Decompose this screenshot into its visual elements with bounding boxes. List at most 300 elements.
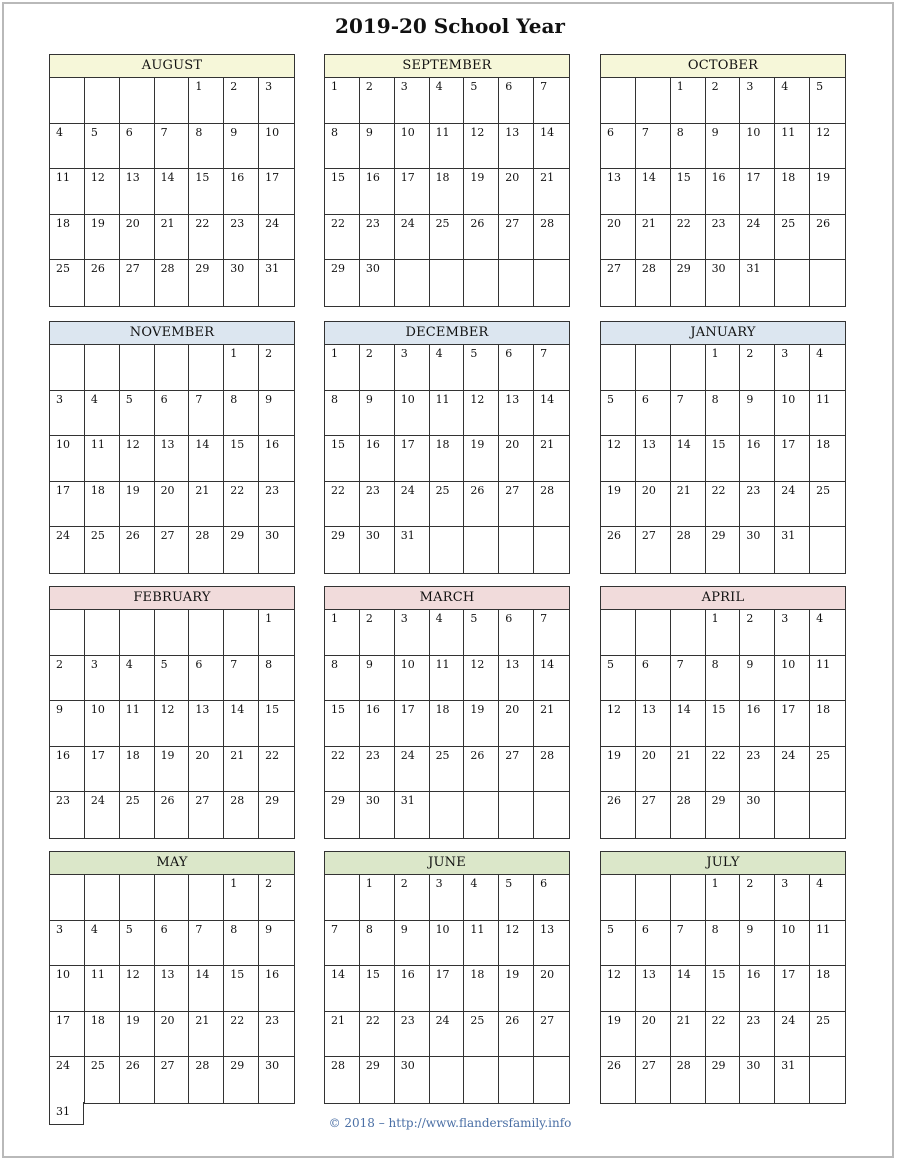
day-cell — [50, 260, 85, 306]
day-cell — [499, 1012, 534, 1058]
day-number: 10 — [400, 125, 415, 139]
day-grid — [601, 875, 845, 1103]
day-cell — [534, 391, 569, 437]
day-cell — [499, 701, 534, 747]
day-cell — [395, 260, 430, 306]
day-cell — [325, 482, 360, 528]
day-cell — [430, 78, 465, 124]
day-cell — [189, 921, 224, 967]
day-cell — [395, 78, 430, 124]
day-cell — [740, 78, 775, 124]
day-number: 26 — [607, 529, 621, 542]
day-number: 2 — [365, 612, 373, 625]
day-number: 8 — [365, 922, 373, 936]
day-cell — [259, 966, 294, 1012]
day-number: 22 — [676, 216, 691, 230]
day-cell — [120, 747, 155, 793]
day-cell — [601, 1057, 636, 1103]
day-number: 14 — [540, 125, 555, 139]
day-number: 24 — [746, 216, 761, 230]
day-cell — [50, 792, 85, 838]
day-number: 4 — [781, 80, 789, 93]
day-cell — [430, 921, 465, 967]
day-cell — [499, 875, 534, 921]
day-number: 16 — [265, 968, 280, 981]
day-cell — [636, 875, 671, 921]
day-number: 3 — [56, 392, 63, 406]
day-number: 22 — [331, 216, 345, 230]
day-number: 29 — [195, 262, 210, 275]
day-cell — [430, 966, 465, 1012]
day-cell — [325, 966, 360, 1012]
day-cell — [740, 875, 775, 921]
day-number: 23 — [230, 216, 245, 230]
day-grid — [325, 610, 569, 838]
day-number: 27 — [505, 748, 520, 762]
day-cell — [601, 966, 636, 1012]
day-grid — [325, 875, 569, 1103]
day-cell — [360, 921, 395, 967]
day-cell — [601, 792, 636, 838]
day-number: 1 — [711, 347, 719, 360]
day-cell — [706, 436, 741, 482]
day-cell — [706, 345, 741, 391]
day-number: 9 — [365, 392, 373, 406]
day-cell — [671, 656, 706, 702]
month-november — [49, 321, 295, 574]
day-number: 19 — [470, 438, 485, 451]
day-number: 9 — [265, 392, 273, 406]
day-cell — [775, 482, 810, 528]
day-cell — [534, 436, 569, 482]
day-number: 27 — [607, 262, 621, 275]
day-number: 8 — [331, 125, 338, 139]
month-header: AUGUST — [50, 55, 294, 78]
day-number: 13 — [125, 171, 140, 184]
day-cell — [325, 124, 360, 170]
day-number: 12 — [505, 922, 520, 936]
day-cell — [360, 1012, 395, 1058]
day-number: 27 — [540, 1013, 555, 1027]
day-cell — [430, 1057, 465, 1103]
day-cell — [155, 1012, 190, 1058]
day-number: 20 — [160, 1013, 175, 1027]
day-cell — [395, 436, 430, 482]
day-number: 15 — [711, 968, 726, 981]
day-number: 25 — [435, 216, 450, 230]
day-cell — [85, 124, 120, 170]
day-cell — [395, 701, 430, 747]
day-number: 13 — [195, 703, 210, 716]
day-cell — [259, 1012, 294, 1058]
day-number: 11 — [435, 125, 450, 139]
day-cell — [464, 875, 499, 921]
day-number: 16 — [56, 748, 70, 762]
day-cell — [430, 215, 465, 261]
day-cell — [810, 656, 845, 702]
day-number: 14 — [540, 657, 555, 671]
day-number: 29 — [711, 794, 726, 807]
day-cell — [120, 436, 155, 482]
day-cell — [464, 747, 499, 793]
day-number: 29 — [711, 1059, 726, 1072]
day-cell — [120, 78, 155, 124]
day-cell — [155, 701, 190, 747]
day-cell — [325, 747, 360, 793]
day-cell — [395, 747, 430, 793]
day-number: 11 — [435, 657, 450, 671]
day-cell — [189, 169, 224, 215]
day-number: 1 — [195, 80, 203, 93]
day-number: 1 — [365, 877, 373, 890]
day-cell — [430, 610, 465, 656]
day-cell — [740, 610, 775, 656]
day-cell — [464, 1057, 499, 1103]
month-header: MAY — [50, 852, 294, 875]
day-number: 31 — [781, 1059, 796, 1072]
day-number: 3 — [400, 80, 408, 93]
day-number: 11 — [90, 968, 105, 981]
day-cell — [224, 260, 259, 306]
day-number: 21 — [195, 1013, 210, 1027]
day-number: 27 — [641, 1059, 656, 1072]
day-cell — [775, 610, 810, 656]
day-number: 20 — [540, 968, 555, 981]
day-number: 29 — [331, 529, 345, 542]
day-cell — [395, 527, 430, 573]
day-number: 11 — [435, 392, 450, 406]
day-number: 18 — [435, 703, 450, 716]
day-cell — [120, 656, 155, 702]
day-cell — [534, 124, 569, 170]
day-number: 2 — [56, 657, 63, 671]
day-number: 15 — [331, 438, 345, 451]
day-number: 24 — [781, 748, 796, 762]
day-number: 1 — [230, 877, 238, 890]
day-number: 10 — [781, 392, 796, 406]
day-cell — [259, 875, 294, 921]
day-cell — [706, 610, 741, 656]
day-cell — [671, 792, 706, 838]
day-cell — [189, 345, 224, 391]
day-number: 28 — [195, 1059, 210, 1072]
day-number: 5 — [607, 657, 614, 671]
day-number: 17 — [781, 968, 796, 981]
day-cell — [671, 436, 706, 482]
day-cell — [775, 875, 810, 921]
day-number: 27 — [641, 529, 656, 542]
day-number: 23 — [746, 748, 761, 762]
day-cell — [120, 1057, 155, 1103]
day-number: 7 — [331, 922, 338, 936]
day-cell — [775, 1057, 810, 1103]
day-number: 23 — [56, 794, 70, 807]
day-cell — [120, 527, 155, 573]
day-number: 23 — [365, 483, 380, 497]
day-cell — [155, 391, 190, 437]
day-cell — [706, 966, 741, 1012]
day-cell — [775, 78, 810, 124]
day-number: 8 — [230, 392, 238, 406]
day-cell — [155, 169, 190, 215]
day-cell — [430, 656, 465, 702]
day-number: 9 — [365, 125, 373, 139]
day-number: 7 — [160, 125, 168, 139]
day-number: 22 — [195, 216, 210, 230]
month-header: NOVEMBER — [50, 322, 294, 345]
day-cell — [224, 610, 259, 656]
day-cell — [430, 701, 465, 747]
day-cell — [155, 260, 190, 306]
day-number: 28 — [676, 529, 691, 542]
day-cell — [499, 345, 534, 391]
day-cell — [671, 391, 706, 437]
day-cell — [155, 792, 190, 838]
day-cell — [810, 875, 845, 921]
day-cell — [360, 124, 395, 170]
day-number: 12 — [607, 968, 621, 981]
day-number: 25 — [816, 483, 831, 497]
day-number: 18 — [781, 171, 796, 184]
day-cell — [499, 260, 534, 306]
day-cell — [775, 260, 810, 306]
day-cell — [464, 391, 499, 437]
day-cell — [740, 792, 775, 838]
day-grid — [50, 875, 294, 1103]
day-cell — [189, 391, 224, 437]
day-number: 22 — [711, 748, 726, 762]
day-number: 12 — [125, 438, 140, 451]
footer-credit[interactable]: © 2018 – http://www.flandersfamily.info — [328, 1116, 572, 1130]
day-number: 17 — [435, 968, 450, 981]
day-cell — [464, 921, 499, 967]
day-cell — [395, 124, 430, 170]
day-number: 3 — [781, 612, 789, 625]
day-number: 5 — [90, 125, 98, 139]
day-grid — [601, 610, 845, 838]
day-cell — [155, 966, 190, 1012]
day-cell — [810, 169, 845, 215]
day-cell — [534, 345, 569, 391]
day-cell — [636, 701, 671, 747]
day-cell — [740, 391, 775, 437]
day-number: 20 — [641, 1013, 656, 1027]
day-cell — [189, 701, 224, 747]
day-number: 21 — [540, 703, 555, 716]
day-cell — [259, 260, 294, 306]
day-cell — [464, 1012, 499, 1058]
day-number: 26 — [607, 794, 621, 807]
day-number: 19 — [90, 216, 105, 230]
day-number: 4 — [816, 877, 824, 890]
day-number: 11 — [781, 125, 796, 139]
day-cell — [224, 124, 259, 170]
day-cell — [464, 610, 499, 656]
day-cell — [499, 391, 534, 437]
day-cell — [395, 875, 430, 921]
month-march — [324, 586, 570, 839]
day-cell — [325, 1057, 360, 1103]
day-number: 30 — [265, 1059, 280, 1072]
day-cell — [430, 345, 465, 391]
day-cell — [601, 482, 636, 528]
day-cell — [775, 701, 810, 747]
day-cell — [360, 345, 395, 391]
month-june — [324, 851, 570, 1104]
day-number: 21 — [540, 438, 555, 451]
day-number: 9 — [230, 125, 238, 139]
day-number: 4 — [435, 80, 443, 93]
day-number: 31 — [400, 794, 415, 807]
day-number: 29 — [230, 529, 245, 542]
day-cell — [601, 610, 636, 656]
day-cell — [601, 78, 636, 124]
day-number: 10 — [56, 438, 70, 451]
day-cell — [259, 921, 294, 967]
day-cell — [636, 124, 671, 170]
day-cell — [464, 701, 499, 747]
day-cell — [810, 527, 845, 573]
day-cell — [534, 792, 569, 838]
day-cell — [325, 701, 360, 747]
day-number: 10 — [56, 968, 70, 981]
day-cell — [601, 169, 636, 215]
day-number: 29 — [365, 1059, 380, 1072]
day-cell — [671, 124, 706, 170]
day-number: 7 — [540, 80, 548, 93]
day-cell — [155, 527, 190, 573]
day-number: 20 — [641, 483, 656, 497]
day-cell — [534, 1057, 569, 1103]
day-number: 6 — [641, 657, 649, 671]
day-number: 11 — [125, 703, 140, 716]
day-number: 28 — [540, 483, 555, 497]
day-number: 15 — [711, 703, 726, 716]
day-cell — [395, 345, 430, 391]
day-cell — [85, 215, 120, 261]
day-cell — [325, 1012, 360, 1058]
day-cell — [810, 701, 845, 747]
day-cell — [85, 701, 120, 747]
day-number: 28 — [641, 262, 656, 275]
day-number: 3 — [90, 657, 98, 671]
day-cell — [224, 1057, 259, 1103]
day-number: 5 — [607, 392, 614, 406]
day-cell — [224, 747, 259, 793]
day-cell — [395, 169, 430, 215]
day-cell — [325, 792, 360, 838]
day-number: 12 — [607, 438, 621, 451]
day-number: 1 — [230, 347, 238, 360]
day-cell — [636, 527, 671, 573]
day-number: 29 — [676, 262, 691, 275]
day-cell — [534, 875, 569, 921]
day-number: 10 — [400, 657, 415, 671]
day-cell — [706, 482, 741, 528]
month-header: OCTOBER — [601, 55, 845, 78]
day-cell — [325, 656, 360, 702]
day-cell — [740, 169, 775, 215]
day-number: 18 — [435, 438, 450, 451]
day-cell — [155, 656, 190, 702]
day-cell — [50, 169, 85, 215]
day-cell — [810, 482, 845, 528]
month-header: FEBRUARY — [50, 587, 294, 610]
day-cell — [120, 921, 155, 967]
day-number: 3 — [781, 347, 789, 360]
day-number: 27 — [160, 1059, 175, 1072]
day-number: 15 — [676, 171, 691, 184]
day-grid — [601, 345, 845, 573]
day-cell — [430, 124, 465, 170]
day-grid — [50, 78, 294, 306]
day-cell — [671, 1012, 706, 1058]
day-cell — [85, 656, 120, 702]
day-cell — [224, 527, 259, 573]
day-cell — [325, 391, 360, 437]
month-may — [49, 851, 295, 1104]
day-number: 14 — [160, 171, 175, 184]
day-cell — [85, 345, 120, 391]
day-number: 7 — [195, 922, 203, 936]
day-cell — [601, 701, 636, 747]
day-cell — [85, 482, 120, 528]
day-number: 23 — [365, 748, 380, 762]
day-cell — [636, 610, 671, 656]
day-number: 27 — [195, 794, 210, 807]
day-number: 19 — [160, 748, 175, 762]
day-number: 21 — [160, 216, 175, 230]
day-cell — [189, 260, 224, 306]
month-header: JANUARY — [601, 322, 845, 345]
day-cell — [120, 1012, 155, 1058]
day-cell — [395, 966, 430, 1012]
day-number: 29 — [331, 262, 345, 275]
day-number: 20 — [505, 703, 520, 716]
day-cell — [534, 610, 569, 656]
day-number: 29 — [265, 794, 280, 807]
day-cell — [430, 482, 465, 528]
day-cell — [601, 747, 636, 793]
day-number: 1 — [676, 80, 684, 93]
day-number: 19 — [607, 483, 621, 497]
day-number: 16 — [365, 703, 380, 716]
day-number: 20 — [607, 216, 621, 230]
day-cell — [740, 701, 775, 747]
day-number: 28 — [676, 794, 691, 807]
day-cell — [360, 610, 395, 656]
month-april — [600, 586, 846, 839]
day-number: 21 — [331, 1013, 345, 1027]
day-cell — [395, 792, 430, 838]
day-number: 6 — [505, 80, 513, 93]
day-number: 12 — [816, 125, 831, 139]
month-january — [600, 321, 846, 574]
day-cell — [601, 656, 636, 702]
day-cell — [259, 656, 294, 702]
day-cell — [155, 482, 190, 528]
day-number: 21 — [195, 483, 210, 497]
day-number: 26 — [125, 1059, 140, 1072]
day-cell — [50, 610, 85, 656]
day-cell — [224, 792, 259, 838]
day-number: 10 — [90, 703, 105, 716]
day-cell — [499, 747, 534, 793]
day-cell — [706, 747, 741, 793]
day-cell — [810, 391, 845, 437]
day-cell — [740, 921, 775, 967]
day-number: 26 — [470, 748, 485, 762]
